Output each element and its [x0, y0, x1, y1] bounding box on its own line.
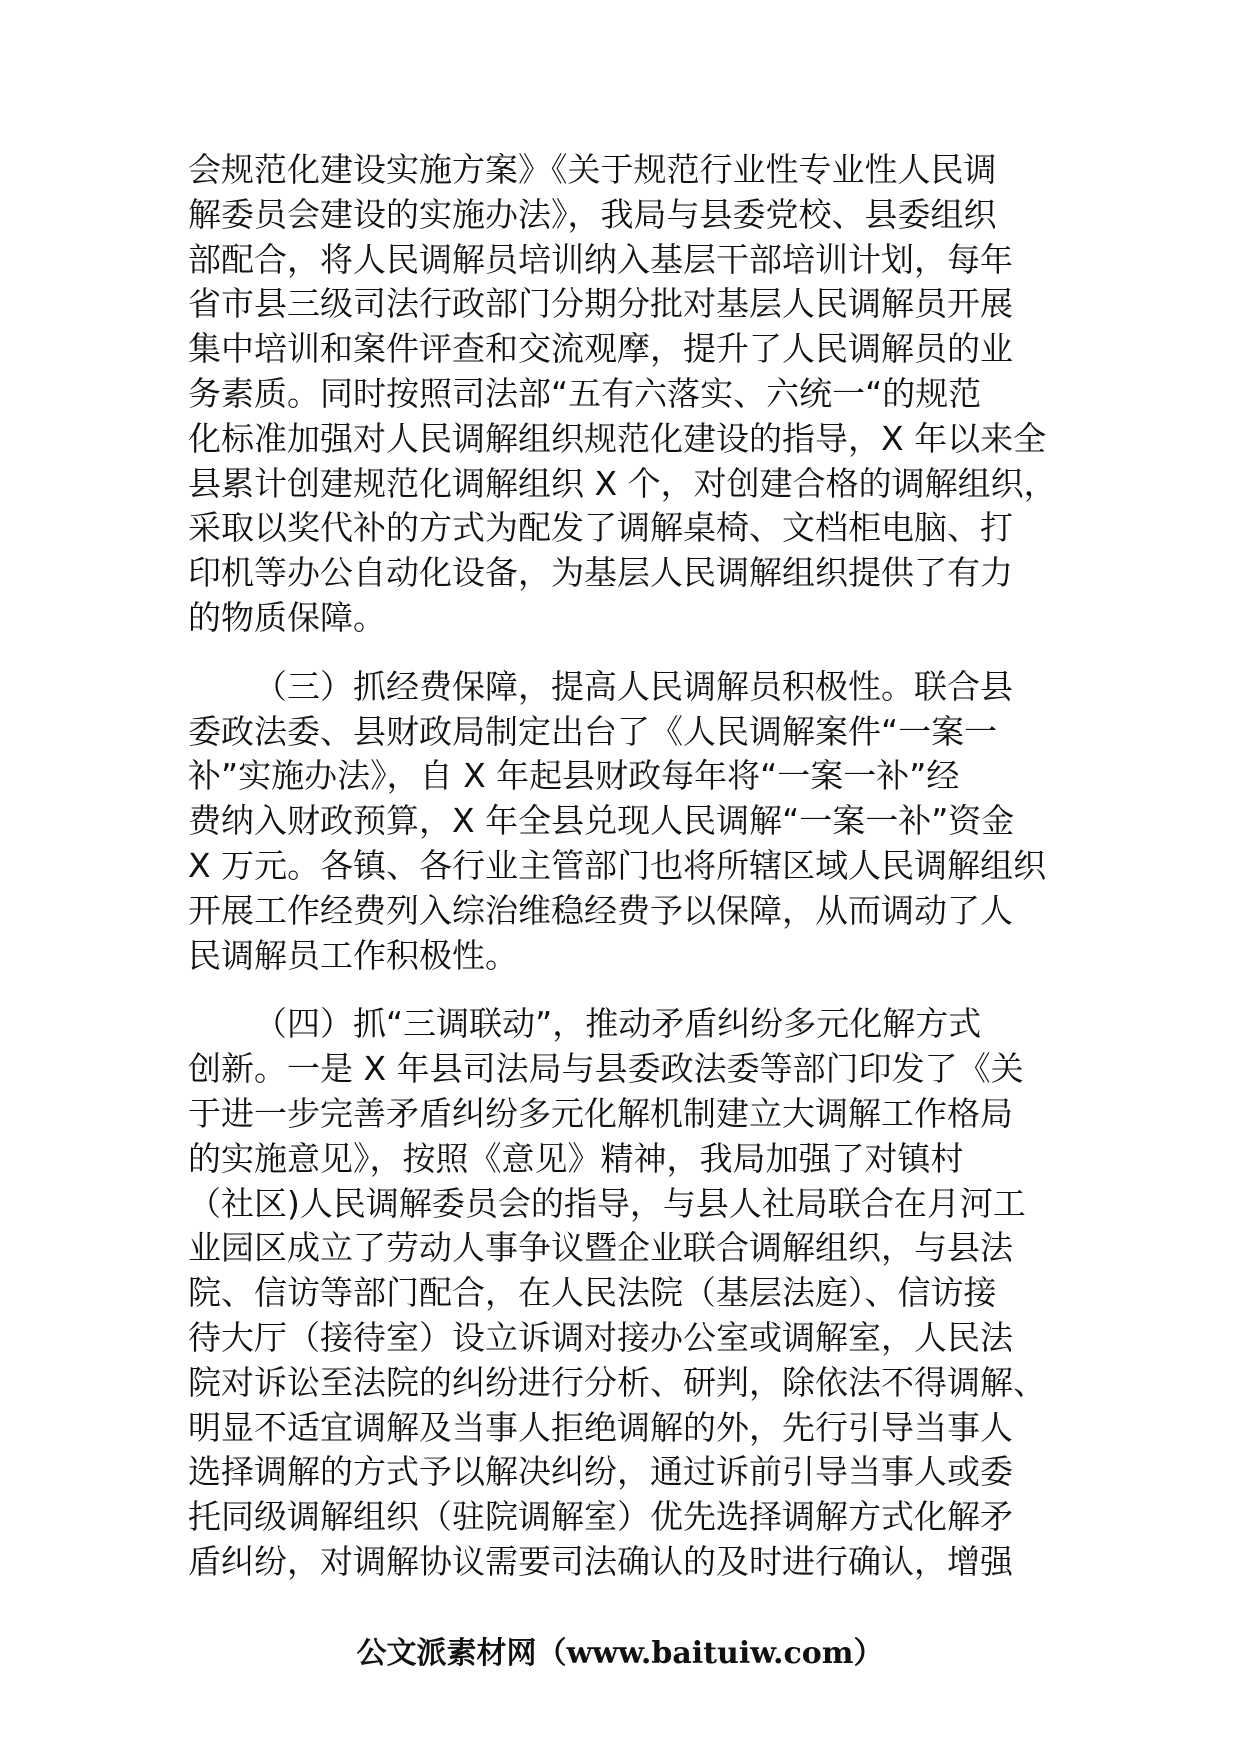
text-line: 印机等办公自动化设备，为基层人民调解组织提供了有力 [188, 553, 1013, 593]
text-line: 采取以奖代补的方式为配发了调解桌椅、文档柜电脑、打 [188, 508, 1013, 548]
text-line: 业园区成立了劳动人事争议暨企业联合调解组织，与县法 [188, 1228, 1013, 1268]
paragraph [188, 148, 1058, 641]
text-line: 费纳入财政预算，X 年全县兑现人民调解“一案一补”资金 [188, 801, 1015, 841]
text-line: 部配合，将人民调解员培训纳入基层干部培训计划，每年 [188, 239, 1013, 279]
text-line: （三）抓经费保障，提高人民调解员积极性。联合县 [254, 666, 1013, 706]
footer-watermark: 公文派素材网（www.baituiw.com） [356, 1636, 884, 1671]
document-body [188, 148, 1058, 1585]
text-line: 补”实施办法》，自 X 年起县财政每年将“一案一补”经 [188, 756, 960, 796]
text-line: 开展工作经费列入综治维稳经费予以保障，从而调动了人 [188, 890, 1013, 930]
text-line: 选择调解的方式予以解决纠纷，通过诉前引导当事人或委 [188, 1452, 1013, 1492]
text-line: 省市县三级司法行政部门分期分批对基层人民调解员开展 [188, 284, 1013, 324]
text-line: 托同级调解组织（驻院调解室）优先选择调解方式化解矛 [188, 1497, 1013, 1537]
text-line: 于进一步完善矛盾纠纷多元化解机制建立大调解工作格局 [188, 1093, 1013, 1133]
text-line: 待大厅（接待室）设立诉调对接办公室或调解室，人民法 [188, 1317, 1013, 1357]
text-line: 院对诉讼至法院的纠纷进行分析、研判，除依法不得调解、 [188, 1362, 1046, 1402]
text-line: 的物质保障。 [188, 597, 386, 637]
paragraph-gap [188, 641, 1058, 665]
text-line: 盾纠纷，对调解协议需要司法确认的及时进行确认，增强 [188, 1541, 1013, 1581]
paragraph [188, 665, 1058, 979]
paragraph [188, 1002, 1058, 1584]
text-line: 明显不适宜调解及当事人拒绝调解的外，先行引导当事人 [188, 1407, 1013, 1447]
text-line: 化标准加强对人民调解组织规范化建设的指导，X 年以来全 [188, 418, 1047, 458]
text-line: 的实施意见》，按照《意见》精神，我局加强了对镇村 [188, 1138, 964, 1178]
text-line: （四）抓“三调联动”，推动矛盾纠纷多元化解方式 [254, 1004, 982, 1044]
paragraph-gap [188, 978, 1058, 1002]
text-line: 委政法委、县财政局制定出台了《人民调解案件“一案一 [188, 711, 998, 751]
text-line: 院、信访等部门配合，在人民法院（基层法庭）、信访接 [188, 1273, 997, 1313]
text-line: X 万元。各镇、各行业主管部门也将所辖区域人民调解组织 [188, 845, 1047, 885]
text-line: 会规范化建设实施方案》《关于规范行业性专业性人民调 [188, 150, 997, 189]
text-line: 解委员会建设的实施办法》，我局与县委党校、县委组织 [188, 194, 997, 234]
text-line: 县累计创建规范化调解组织 X 个，对创建合格的调解组织， [188, 463, 1057, 503]
text-line: 集中培训和案件评查和交流观摩，提升了人民调解员的业 [188, 329, 1013, 369]
text-line: （社区)人民调解委员会的指导，与县人社局联合在月河工 [188, 1183, 1026, 1223]
text-line: 民调解员工作积极性。 [188, 935, 518, 975]
text-line: 创新。一是 X 年县司法局与县委政法委等部门印发了《关 [188, 1049, 1024, 1089]
text-line: 务素质。同时按照司法部“五有六落实、六统一“的规范 [188, 373, 982, 413]
